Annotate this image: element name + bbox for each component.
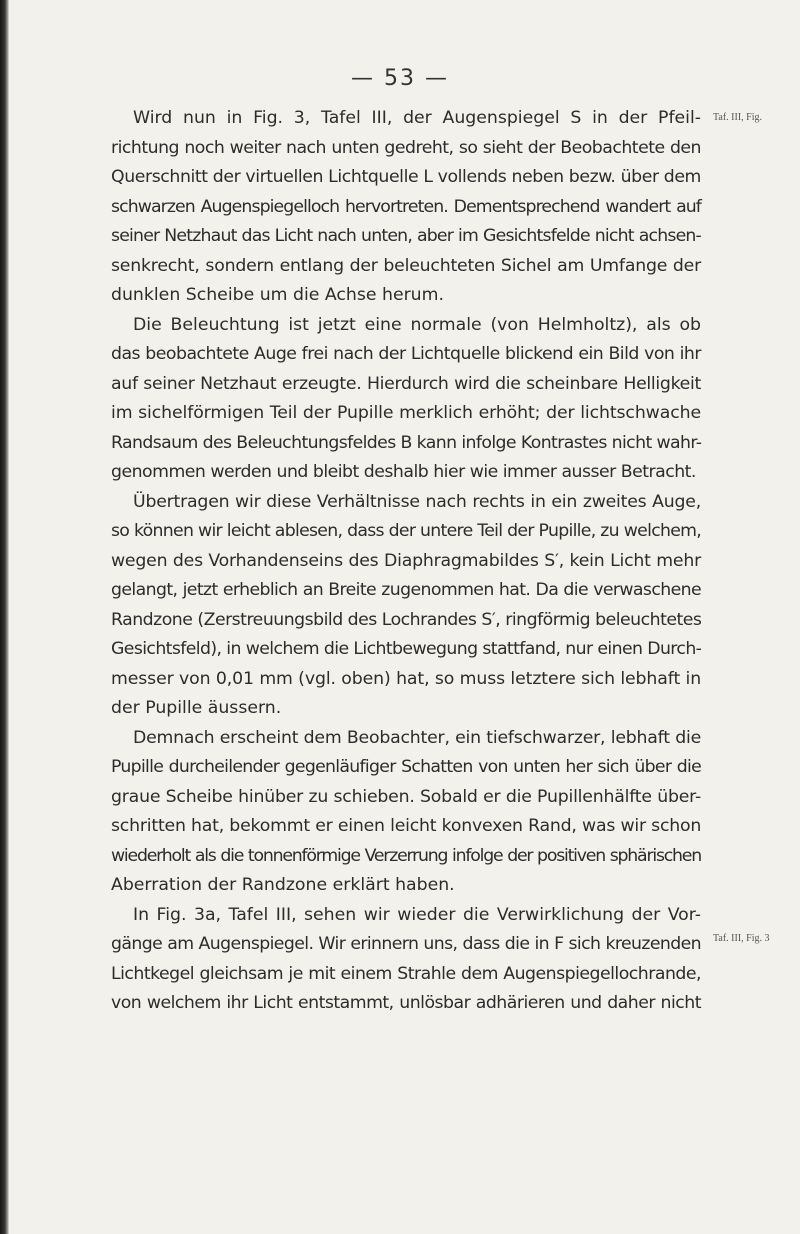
margin-note-fig: Taf. III, Fig. bbox=[713, 112, 763, 123]
text-line: dunklen Scheibe um die Achse herum. bbox=[111, 285, 444, 305]
paragraph-2 bbox=[111, 311, 701, 488]
text-line: Pupille durcheilender gegenläufiger Schatten von unten her sich über die bbox=[111, 757, 701, 777]
text-line: das beobachtete Auge frei nach der Lichtquelle blickend ein Bild von ihr bbox=[111, 344, 701, 364]
text-line: graue Scheibe hinüber zu schieben. Sobald er die Pupillenhälfte über- bbox=[111, 786, 701, 807]
margin-note-fig-3: Taf. III, Fig. 3 bbox=[713, 933, 770, 944]
text-line: Aberration der Randzone erklärt haben. bbox=[111, 875, 455, 895]
text-line: In Fig. 3a, Tafel III, sehen wir wieder die Verwirklichung der Vor- bbox=[133, 904, 701, 925]
text-line: Querschnitt der virtuellen Lichtquelle L vollends neben bezw. über dem bbox=[111, 167, 701, 187]
text-line: seiner Netzhaut das Licht nach unten, aber im Gesichtsfelde nicht achsen- bbox=[111, 226, 701, 246]
text-line: im sichelförmigen Teil der Pupille merklich erhöht; der lichtschwache bbox=[111, 403, 701, 423]
text-line: Die Beleuchtung ist jetzt eine normale (von Helmholtz), als ob bbox=[133, 314, 701, 335]
text-line: messer von 0,01 mm (vgl. oben) hat, so muss letztere sich lebhaft in bbox=[111, 668, 702, 689]
paragraph-5 bbox=[111, 901, 701, 1019]
text-line: Randzone (Zerstreuungsbild des Lochrandes S′, ringförmig beleuchtetes bbox=[111, 609, 702, 630]
text-line: Gesichtsfeld), in welchem die Lichtbewegung stattfand, nur einen Durch- bbox=[111, 639, 702, 659]
body-text bbox=[111, 104, 701, 1019]
text-line: auf seiner Netzhaut erzeugte. Hierdurch wird die scheinbare Helligkeit bbox=[111, 373, 701, 394]
text-line: Randsaum des Beleuchtungsfeldes B kann infolge Kontrastes nicht wahr- bbox=[111, 432, 702, 453]
text-line: Lichtkegel gleichsam je mit einem Strahle dem Augenspiegellochrande, bbox=[111, 963, 701, 984]
text-line: wiederholt als die tonnenförmige Verzerrung infolge der positiven sphärischen bbox=[111, 845, 701, 866]
text-line: so können wir leicht ablesen, dass der untere Teil der Pupille, zu welchem, bbox=[111, 521, 702, 541]
text-line: schwarzen Augenspiegelloch hervortreten. Dementsprechend wandert auf bbox=[111, 196, 701, 217]
text-line: Wird nun in Fig. 3, Tafel III, der Augenspiegel S in der Pfeil- bbox=[133, 108, 701, 128]
text-line: senkrecht, sondern entlang der beleuchteten Sichel am Umfange der bbox=[111, 255, 701, 276]
paragraph-1 bbox=[111, 104, 701, 311]
paragraph-4 bbox=[111, 724, 701, 901]
text-line: gänge am Augenspiegel. Wir erinnern uns, dass die in F sich kreuzenden bbox=[111, 934, 701, 954]
text-line: genommen werden und bleibt deshalb hier wie immer ausser Betracht. bbox=[111, 462, 696, 482]
text-line: richtung noch weiter nach unten gedreht, so sieht der Beobachtete den bbox=[111, 137, 701, 158]
text-line: Demnach erscheint dem Beobachter, ein tiefschwarzer, lebhaft die bbox=[133, 727, 701, 748]
text-line: der Pupille äussern. bbox=[111, 698, 282, 718]
page-number: — 53 — bbox=[351, 66, 449, 91]
paragraph-3 bbox=[111, 488, 701, 724]
text-line: von welchem ihr Licht entstammt, unlösbar adhärieren und daher nicht bbox=[111, 993, 701, 1013]
book-spine-shadow bbox=[0, 0, 9, 1234]
text-line: wegen des Vorhandenseins des Diaphragmabildes S′, kein Licht mehr bbox=[111, 550, 701, 571]
text-line: schritten hat, bekommt er einen leicht konvexen Rand, was wir schon bbox=[111, 816, 702, 836]
text-line: Übertragen wir diese Verhältnisse nach rechts in ein zweites Auge, bbox=[133, 491, 701, 512]
text-line: gelangt, jetzt erheblich an Breite zugenommen hat. Da die verwaschene bbox=[111, 580, 701, 600]
